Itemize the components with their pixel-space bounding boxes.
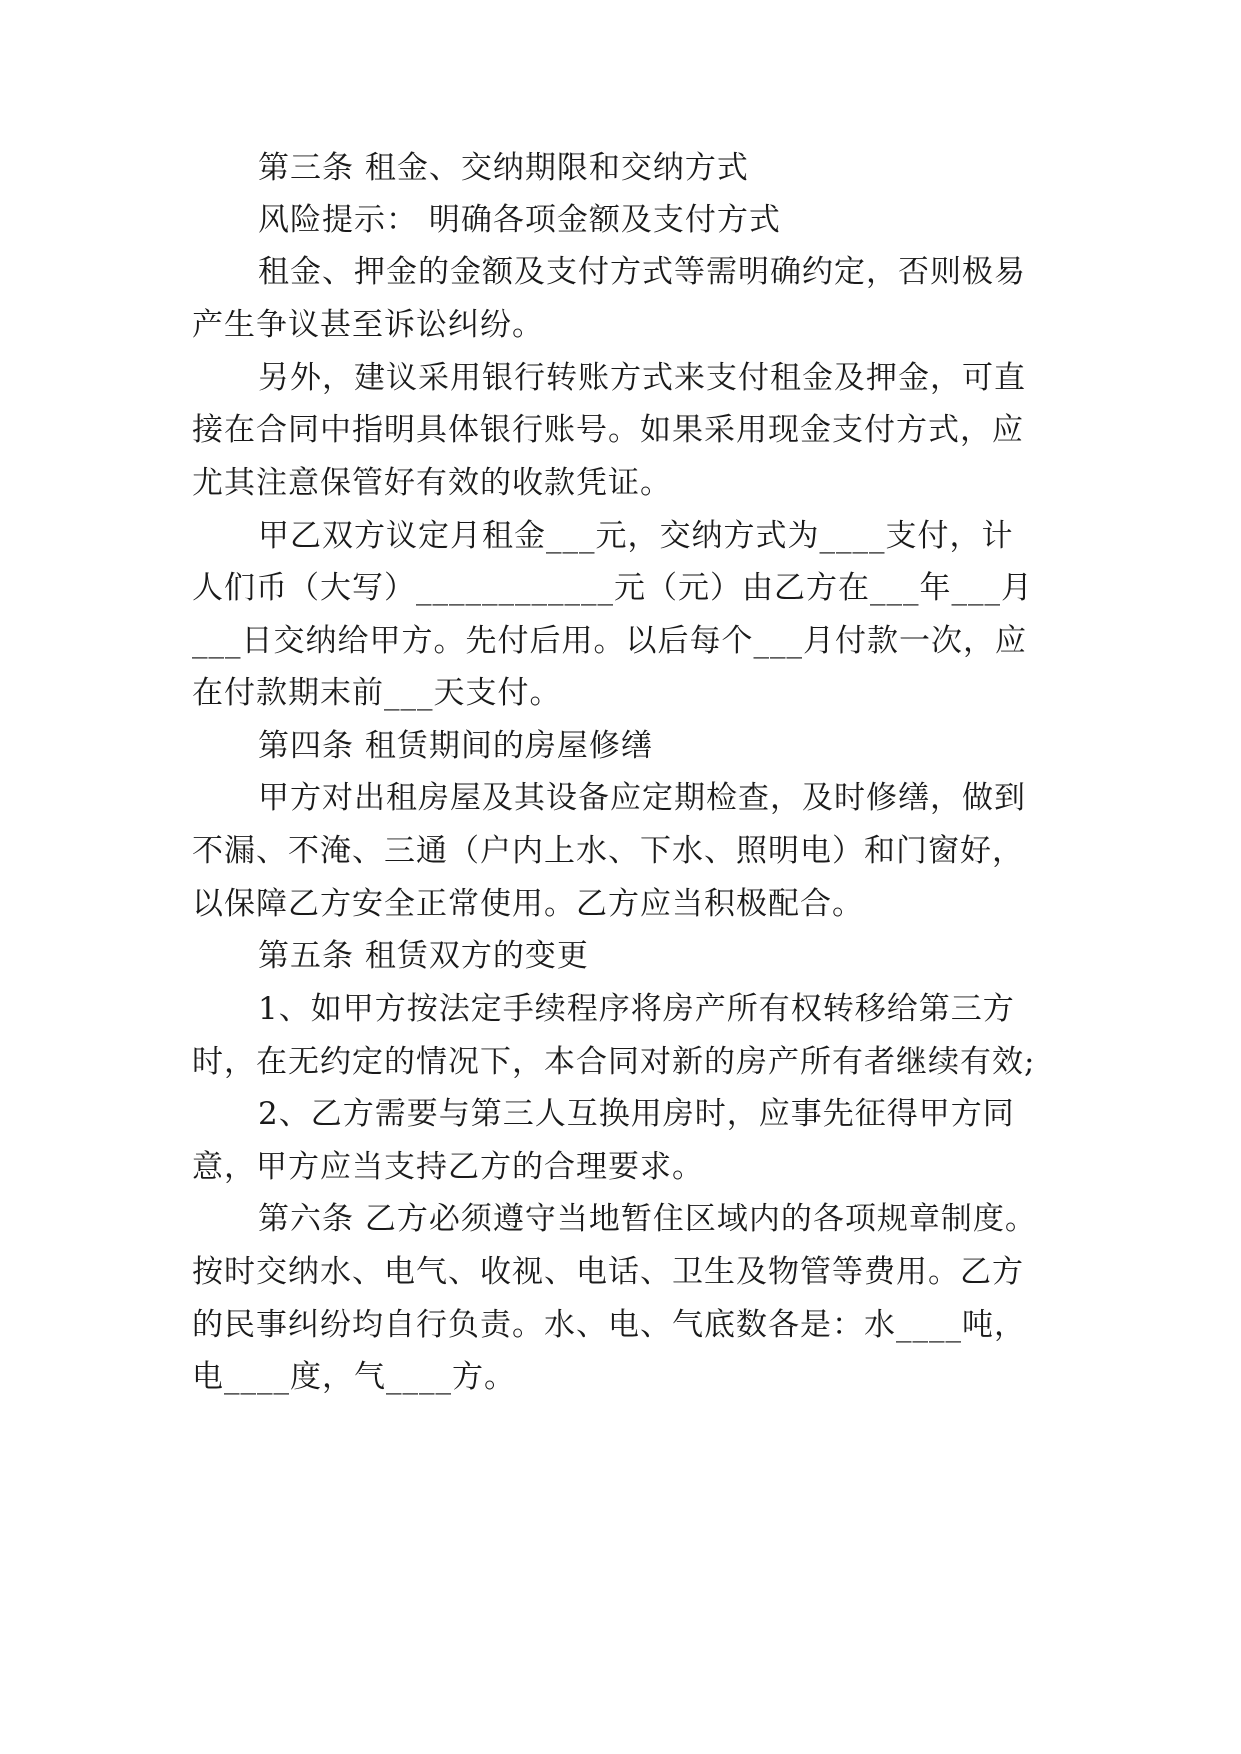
- article-5-heading: 第五条 租赁双方的变更: [258, 938, 589, 974]
- rent-clause-line: 人们币（大写）____________元（元）由乙方在___年___月: [192, 570, 1033, 606]
- paragraph-line: 另外，建议采用银行转账方式来支付租金及押金，可直: [258, 360, 1026, 396]
- rent-clause-line: 在付款期末前___天支付。: [192, 675, 562, 711]
- article-3-heading: 第三条 租金、交纳期限和交纳方式: [258, 150, 749, 186]
- rent-clause-line: ___日交纳给甲方。先付后用。以后每个___月付款一次，应: [192, 623, 1027, 659]
- paragraph-line: 1、如甲方按法定手续程序将房产所有权转移给第三方: [258, 991, 1015, 1027]
- paragraph-line: 电____度，气____方。: [192, 1359, 516, 1395]
- paragraph-line: 意，甲方应当支持乙方的合理要求。: [192, 1149, 704, 1185]
- paragraph-line: 产生争议甚至诉讼纠纷。: [192, 307, 544, 343]
- paragraph-line: 2、乙方需要与第三人互换用房时，应事先征得甲方同: [258, 1096, 1015, 1132]
- article-6-line: 第六条 乙方必须遵守当地暂住区域内的各项规章制度。: [258, 1201, 1037, 1237]
- rent-clause-line: 甲乙双方议定月租金___元，交纳方式为____支付，计: [258, 518, 1014, 554]
- paragraph-line: 时，在无约定的情况下，本合同对新的房产所有者继续有效;: [192, 1044, 1036, 1080]
- risk-tip-heading: 风险提示： 明确各项金额及支付方式: [258, 202, 781, 238]
- paragraph-line: 以保障乙方安全正常使用。乙方应当积极配合。: [192, 886, 864, 922]
- article-4-heading: 第四条 租赁期间的房屋修缮: [258, 728, 653, 764]
- paragraph-line: 尤其注意保管好有效的收款凭证。: [192, 465, 672, 501]
- paragraph-line: 甲方对出租房屋及其设备应定期检查，及时修缮，做到: [258, 780, 1026, 816]
- paragraph-line: 租金、押金的金额及支付方式等需明确约定，否则极易: [258, 254, 1026, 290]
- paragraph-line: 按时交纳水、电气、收视、电话、卫生及物管等费用。乙方: [192, 1254, 1024, 1290]
- paragraph-line: 不漏、不淹、三通（户内上水、下水、照明电）和门窗好，: [192, 833, 1024, 869]
- paragraph-line: 接在合同中指明具体银行账号。如果采用现金支付方式，应: [192, 412, 1024, 448]
- paragraph-line: 的民事纠纷均自行负责。水、电、气底数各是：水____吨，: [192, 1307, 1026, 1343]
